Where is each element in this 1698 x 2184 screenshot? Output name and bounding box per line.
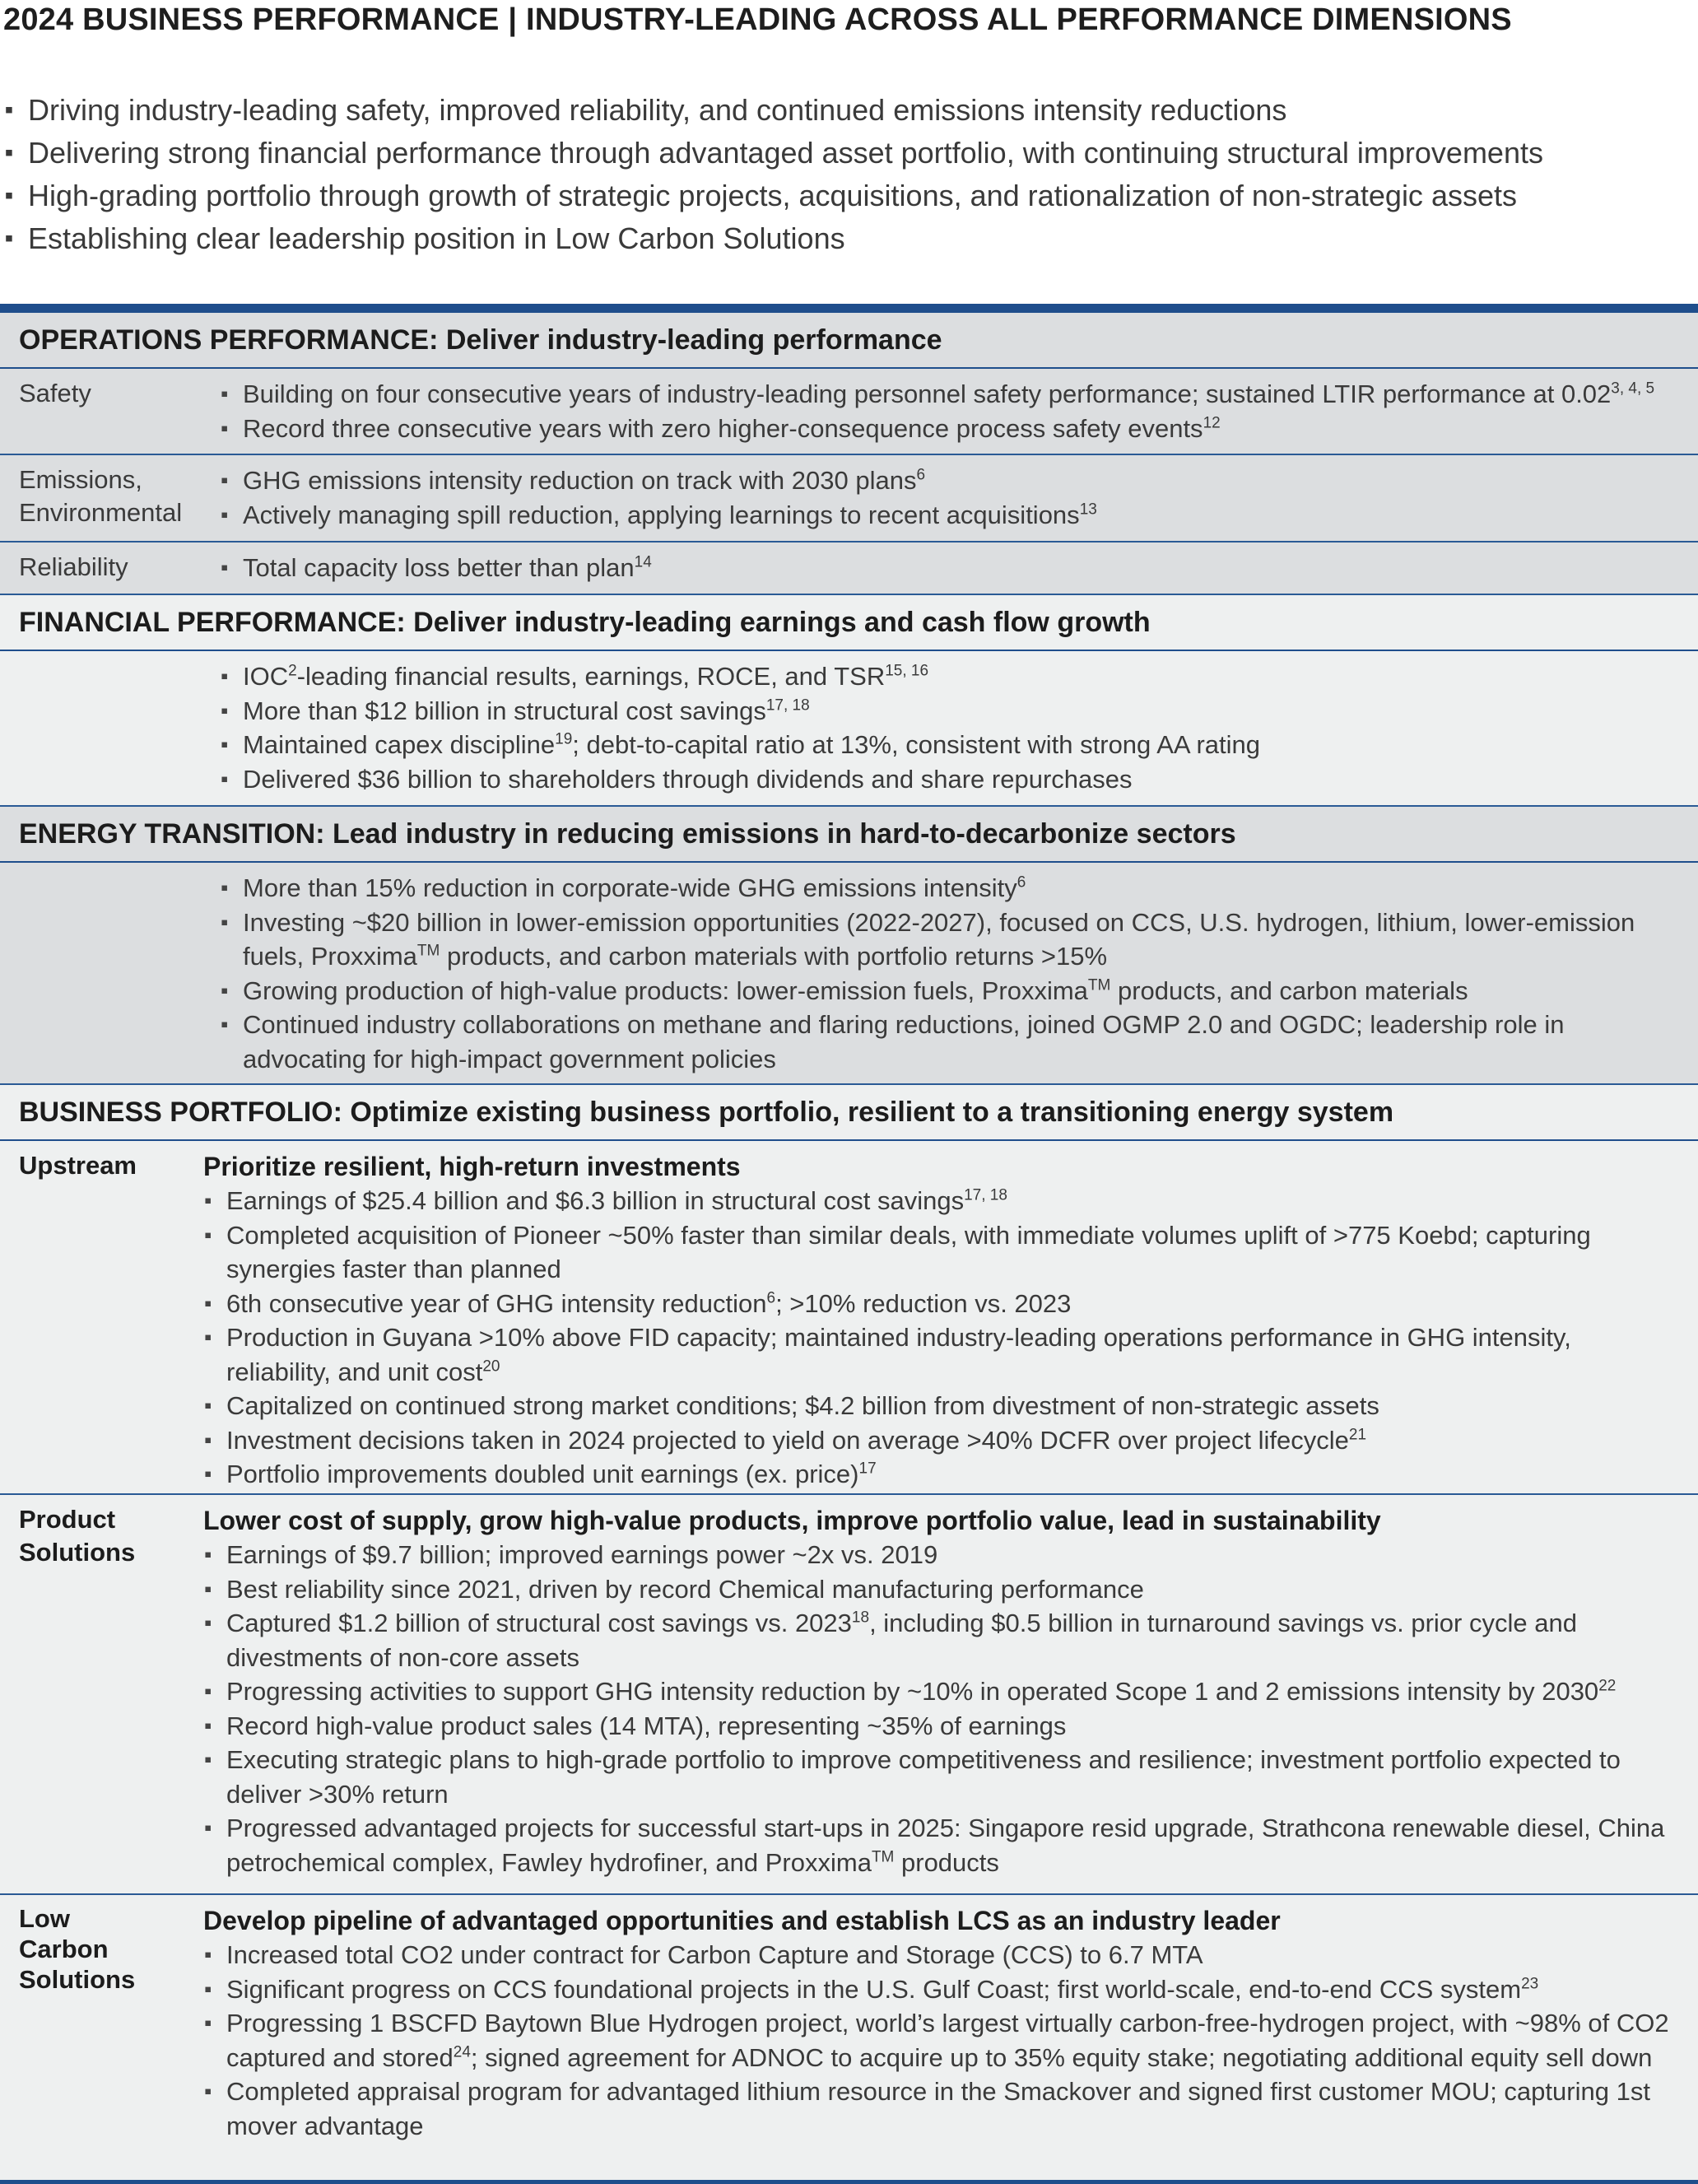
table-top-rule [0, 304, 1698, 313]
list-item: ▪ Growing production of high-value products: lower-emission fuels, Proxxima™ products, and carbon materials [221, 976, 1468, 1005]
list-item: ▪ Increased total CO2 under contract for Carbon Capture and Storage (CCS) to 6.7 MTA [204, 1940, 1203, 1969]
product-label: Product Solutions [19, 1505, 136, 1567]
energy-row [0, 863, 1698, 1085]
energy-heading: ENERGY TRANSITION: Lead industry in reducing emissions in hard-to-decarbonize sectors [0, 807, 1698, 863]
lowcarbon-subheading: Develop pipeline of advantaged opportunities and establish LCS as an industry leader [203, 1906, 1281, 1935]
list-item: ▪ 6th consecutive year of GHG intensity reduction$^6$; >10% reduction vs. 2023 [204, 1288, 1072, 1318]
product-subheading: Lower cost of supply, grow high-value products, improve portfolio value, lead in sustainability [203, 1506, 1381, 1535]
upstream-subheading: Prioritize resilient, high-return investments [203, 1152, 741, 1181]
lowcarbon-row [0, 1895, 1698, 2184]
list-item: ▪ Significant progress on CCS foundational projects in the U.S. Gulf Coast; first world-scale, end-to-end CCS system$^{23}$ [204, 1974, 1539, 2004]
safety-row [0, 369, 1698, 455]
list-item: ▪ Maintained capex discipline$^{19}$; debt-to-capital ratio at 13%, consistent with strong AA rating [221, 730, 1260, 759]
emissions-label: Emissions, Environmental [19, 465, 183, 527]
lowcarbon-label: Low Carbon Solutions [19, 1904, 136, 1994]
product-row [0, 1495, 1698, 1895]
list-item: ▪ GHG emissions intensity reduction on track with 2030 plans$^6$ [221, 466, 926, 495]
reliability-row [0, 543, 1698, 595]
business-heading: BUSINESS PORTFOLIO: Optimize existing business portfolio, resilient to a transitioning energy system [0, 1085, 1698, 1141]
intro-bullet: ▪ Establishing clear leadership position in Low Carbon Solutions [4, 221, 845, 255]
list-item: ▪ Production in Guyana >10% above FID capacity; maintained industry-leading operations performance in GHG intensity, reliability, and unit cost$^{20}$ [204, 1323, 1571, 1386]
list-item: ▪ Earnings of $25.4 billion and $6.3 billion in structural cost savings$^{17, 18}$ [204, 1186, 1007, 1215]
list-item: ▪ Progressed advantaged projects for successful start-ups in 2025: Singapore resid upgrade, Strathcona renewable diesel, China petrochemical complex, Fawley hydrofiner, and Proxxima™ products [204, 1814, 1665, 1877]
financial-row [0, 651, 1698, 807]
list-item: ▪ More than $12 billion in structural cost savings$^{17, 18}$ [221, 696, 810, 725]
list-item: ▪ IOC$^2$-leading financial results, earnings, ROCE, and TSR$^{15, 16}$ [221, 662, 929, 691]
list-item: ▪ Actively managing spill reduction, applying learnings to recent acquisitions$^{13}$ [221, 500, 1097, 529]
list-item: ▪ Continued industry collaborations on methane and flaring reductions, joined OGMP 2.0 and OGDC; leadership role in advocating for high-impact government policies [221, 1010, 1565, 1073]
list-item: ▪ Capitalized on continued strong market conditions; $4.2 billion from divestment of non-strategic assets [204, 1391, 1379, 1420]
list-item: ▪ Record high-value product sales (14 MTA), representing ~35% of earnings [204, 1711, 1067, 1740]
list-item: ▪ Progressing activities to support GHG intensity reduction by ~10% in operated Scope 1 and 2 emissions intensity by 2030$^{22}$ [204, 1677, 1617, 1706]
list-item: ▪ Completed appraisal program for advantaged lithium resource in the Smackover and signed first customer MOU; capturing 1st mover advantage [204, 2077, 1650, 2140]
upstream-label: Upstream [19, 1151, 137, 1180]
list-item: ▪ Record three consecutive years with zero higher-consequence process safety events$^{12}$ [221, 413, 1221, 443]
list-item: ▪ Earnings of $9.7 billion; improved earnings power ~2x vs. 2019 [204, 1540, 938, 1569]
list-item: ▪ Best reliability since 2021, driven by record Chemical manufacturing performance [204, 1574, 1144, 1604]
reliability-label: Reliability [19, 552, 128, 581]
intro-bullet-list [0, 89, 1698, 260]
intro-bullet: ▪ High-grading portfolio through growth of strategic projects, acquisitions, and rationalization of non-strategic assets [4, 179, 1517, 212]
list-item: ▪ Progressing 1 BSCFD Baytown Blue Hydrogen project, world’s largest virtually carbon-free-hydrogen project, with ~98% of CO2 captured and stored$^{24}$; signed agreement for ADNOC to acquire up to 35% equity stake; negotiating additional equity sell down [204, 2009, 1669, 2072]
list-item: ▪ Portfolio improvements doubled unit earnings (ex. price)$^{17}$ [204, 1460, 877, 1488]
financial-heading: FINANCIAL PERFORMANCE: Deliver industry-leading earnings and cash flow growth [0, 595, 1698, 651]
list-item: ▪ Investment decisions taken in 2024 projected to yield on average >40% DCFR over project lifecycle$^{21}$ [204, 1425, 1367, 1455]
list-item: ▪ Building on four consecutive years of industry-leading personnel safety performance; sustained LTIR performance at 0.02$^{3, 4, 5}$ [221, 380, 1655, 408]
list-item: ▪ Total capacity loss better than plan$^{14}$ [221, 553, 652, 582]
performance-table [0, 313, 1698, 2184]
page-title: 2024 BUSINESS PERFORMANCE | INDUSTRY-LEADING ACROSS ALL PERFORMANCE DIMENSIONS [3, 2, 1512, 37]
intro-bullet: ▪ Delivering strong financial performance through advantaged asset portfolio, with continuing structural improvements [4, 136, 1543, 170]
intro-bullet: ▪ Driving industry-leading safety, improved reliability, and continued emissions intensity reductions [4, 93, 1287, 127]
list-item: ▪ Investing ~$20 billion in lower-emission opportunities (2022-2027), focused on CCS, U.S. hydrogen, lithium, lower-emission fuels, Proxxima™ products, and carbon materials with portfolio returns >15% [221, 907, 1635, 971]
emissions-row [0, 455, 1698, 543]
list-item: ▪ Delivered $36 billion to shareholders through dividends and share repurchases [221, 764, 1133, 794]
list-item: ▪ Captured $1.2 billion of structural cost savings vs. 2023$^{18}$, including $0.5 billion in turnaround savings vs. prior cycle and divestments of non-core assets [204, 1609, 1577, 1672]
safety-label: Safety [19, 379, 91, 407]
operations-heading: OPERATIONS PERFORMANCE: Deliver industry-leading performance [0, 313, 1698, 369]
list-item: ▪ Executing strategic plans to high-grade portfolio to improve competitiveness and resilience; investment portfolio expected to deliver >30% return [204, 1745, 1621, 1809]
list-item: ▪ Completed acquisition of Pioneer ~50% faster than similar deals, with immediate volumes uplift of >775 Koebd; capturing synergies faster than planned [204, 1220, 1591, 1283]
upstream-row [0, 1141, 1698, 1495]
list-item: ▪ More than 15% reduction in corporate-wide GHG emissions intensity$^6$ [221, 873, 1026, 902]
